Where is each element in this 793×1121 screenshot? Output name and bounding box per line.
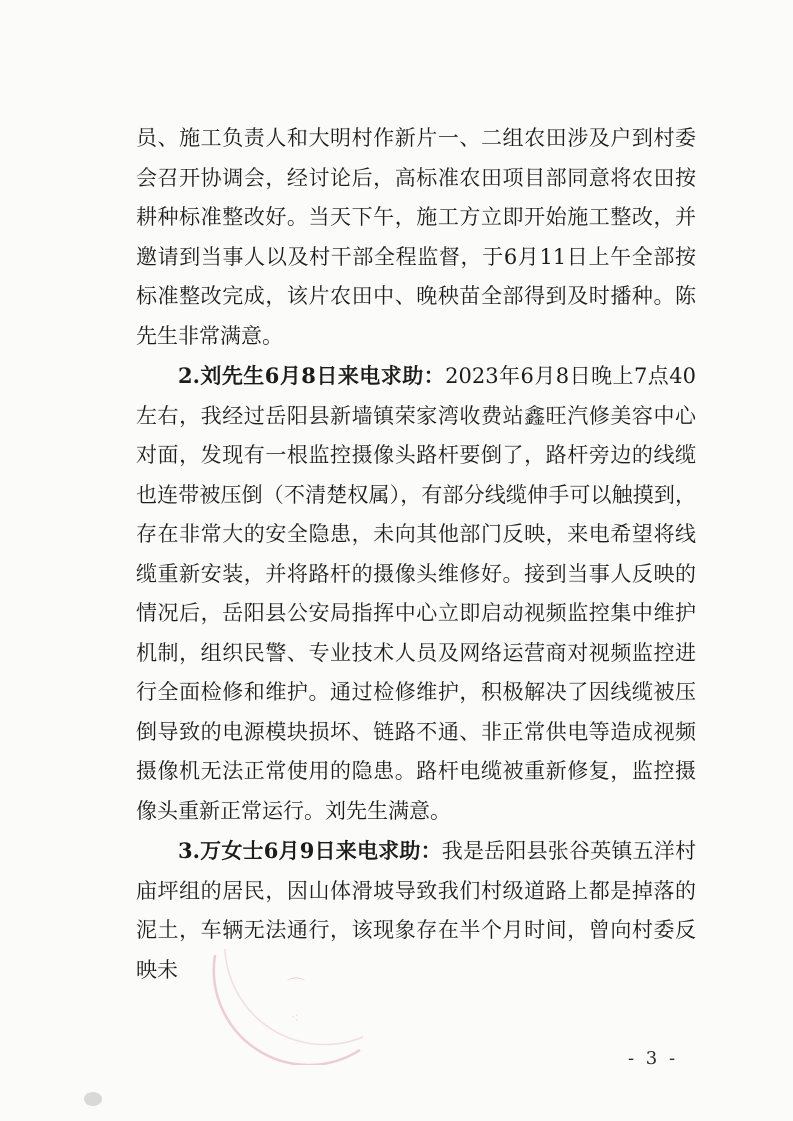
paragraph-1-text: 员、施工负责人和大明村作新片一、二组农田涉及户到村委会召开协调会，经讨论后，高标准农田项目部同意将农田按耕种标准整改好。当天下午，施工方立即开始施工整改，并邀请到当事人以及村干部全程监督，于6月11日上午全部按标准整改完成，该片农田中、晚秧苗全部得到及时播种。陈先生非常满意。 bbox=[136, 126, 696, 348]
paragraph-2-heading: 2.刘先生6月8日来电求助： bbox=[178, 363, 446, 388]
svg-text:·:: ·: bbox=[291, 1010, 299, 1024]
scan-mark bbox=[84, 1092, 102, 1106]
paragraph-2-text: 2023年6月8日晚上7点40左右，我经过岳阳县新墙镇荣家湾收费站鑫旺汽修美容中心对面，发现有一根监控摄像头路杆要倒了，路杆旁边的线缆也连带被压倒（不清楚权属），有部分线缆伸手可以触摸到，存在非常大的安全隐患，未向其他部门反映，来电希望将线缆重新安装，并将路杆的摄像头维修好。接到当事人反映的情况后，岳阳县公安局指挥中心立即启动视频监控集中维护机制，组织民警、专业技术人员及网络运营商对视频监控进行全面检修和维护。通过检修维护，积极解决了因线缆被压倒导致的电源模块损坏、链路不通、非正常供电等造成视频摄像机无法正常使用的隐患。路杆电缆被重新修复，监控摄像头重新正常运行。刘先生满意。 bbox=[136, 364, 696, 823]
page-number: - 3 - bbox=[628, 1048, 679, 1069]
svg-text:⌒: ⌒ bbox=[287, 977, 305, 998]
paragraph-3-text: 我是岳阳县张谷英镇五洋村庙坪组的居民，因山体滑坡导致我们村级道路上都是掉落的泥土，车辆无法通行，该现象存在半个月时间，曾向村委反映未 bbox=[136, 839, 697, 982]
paragraph-2 bbox=[136, 356, 696, 831]
paragraph-1 bbox=[136, 119, 696, 356]
paragraph-3 bbox=[136, 831, 696, 990]
paragraph-3-heading: 3.万女士6月9日来电求助： bbox=[178, 838, 442, 863]
body-text bbox=[136, 119, 696, 990]
